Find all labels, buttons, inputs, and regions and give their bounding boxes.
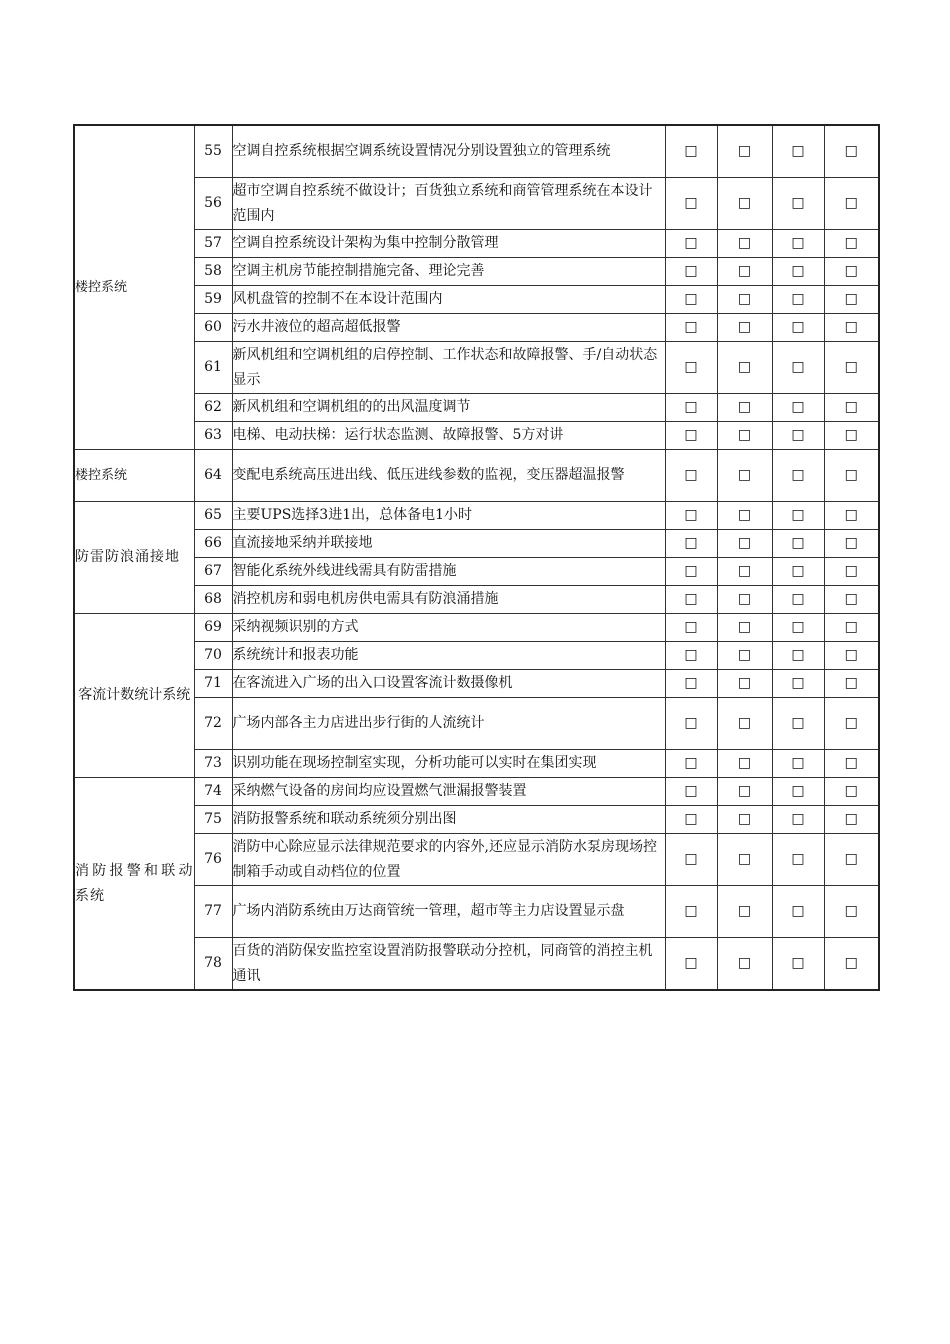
checkbox-2[interactable]: □ <box>717 614 772 642</box>
checkbox-4[interactable]: □ <box>824 342 879 394</box>
item-number: 74 <box>194 778 232 806</box>
checkbox-4[interactable]: □ <box>824 558 879 586</box>
checkbox-2[interactable]: □ <box>717 834 772 886</box>
item-number: 55 <box>194 125 232 178</box>
table-row <box>74 938 879 991</box>
item-description: 广场内消防系统由万达商管统一管理，超市等主力店设置显示盘 <box>232 886 665 938</box>
item-description: 空调主机房节能控制措施完备、理论完善 <box>232 258 665 286</box>
item-number: 73 <box>194 750 232 778</box>
item-number: 57 <box>194 230 232 258</box>
checkbox-4[interactable]: □ <box>824 314 879 342</box>
checkbox-3[interactable]: □ <box>772 778 824 806</box>
checkbox-4[interactable]: □ <box>824 778 879 806</box>
item-number: 60 <box>194 314 232 342</box>
checkbox-3[interactable]: □ <box>772 642 824 670</box>
table-row <box>74 286 879 314</box>
table-row <box>74 258 879 286</box>
item-description: 系统统计和报表功能 <box>232 642 665 670</box>
checkbox-2[interactable]: □ <box>717 342 772 394</box>
table-row <box>74 422 879 450</box>
checkbox-3[interactable]: □ <box>772 698 824 750</box>
item-number: 69 <box>194 614 232 642</box>
checkbox-4[interactable]: □ <box>824 614 879 642</box>
item-description: 空调自控系统设计架构为集中控制分散管理 <box>232 230 665 258</box>
item-number: 59 <box>194 286 232 314</box>
item-number: 71 <box>194 670 232 698</box>
category-cell: 楼控系统 <box>74 125 194 450</box>
checkbox-1[interactable]: □ <box>665 178 717 230</box>
item-number: 58 <box>194 258 232 286</box>
table-row <box>74 125 879 178</box>
checkbox-3[interactable]: □ <box>772 342 824 394</box>
checkbox-4[interactable]: □ <box>824 670 879 698</box>
item-description: 智能化系统外线进线需具有防雷措施 <box>232 558 665 586</box>
checkbox-3[interactable]: □ <box>772 806 824 834</box>
table-row <box>74 394 879 422</box>
table-row <box>74 806 879 834</box>
checkbox-2[interactable]: □ <box>717 450 772 502</box>
table-row <box>74 314 879 342</box>
item-number: 72 <box>194 698 232 750</box>
table-row <box>74 558 879 586</box>
checkbox-3[interactable]: □ <box>772 750 824 778</box>
checkbox-2[interactable]: □ <box>717 258 772 286</box>
item-number: 67 <box>194 558 232 586</box>
checkbox-2[interactable]: □ <box>717 586 772 614</box>
checkbox-2[interactable]: □ <box>717 886 772 938</box>
checkbox-1[interactable]: □ <box>665 670 717 698</box>
table-row <box>74 586 879 614</box>
checkbox-4[interactable]: □ <box>824 698 879 750</box>
item-description: 变配电系统高压进出线、低压进线参数的监视，变压器超温报警 <box>232 450 665 502</box>
item-description: 直流接地采纳并联接地 <box>232 530 665 558</box>
checkbox-1[interactable]: □ <box>665 230 717 258</box>
checkbox-1[interactable]: □ <box>665 806 717 834</box>
table-row <box>74 778 879 806</box>
checkbox-1[interactable]: □ <box>665 394 717 422</box>
checkbox-2[interactable]: □ <box>717 698 772 750</box>
item-number: 56 <box>194 178 232 230</box>
item-number: 65 <box>194 502 232 530</box>
item-number: 70 <box>194 642 232 670</box>
item-description: 采纳视频识别的方式 <box>232 614 665 642</box>
checkbox-4[interactable]: □ <box>824 422 879 450</box>
checkbox-4[interactable]: □ <box>824 178 879 230</box>
checkbox-3[interactable]: □ <box>772 558 824 586</box>
checkbox-1[interactable]: □ <box>665 750 717 778</box>
checkbox-1[interactable]: □ <box>665 502 717 530</box>
item-description: 电梯、电动扶梯：运行状态监测、故障报警、5方对讲 <box>232 422 665 450</box>
checkbox-3[interactable]: □ <box>772 178 824 230</box>
checkbox-1[interactable]: □ <box>665 886 717 938</box>
checkbox-2[interactable]: □ <box>717 178 772 230</box>
checkbox-4[interactable]: □ <box>824 258 879 286</box>
checkbox-3[interactable]: □ <box>772 586 824 614</box>
item-description: 消控机房和弱电机房供电需具有防浪涌措施 <box>232 586 665 614</box>
item-description: 在客流进入广场的出入口设置客流计数摄像机 <box>232 670 665 698</box>
checkbox-1[interactable]: □ <box>665 938 717 991</box>
checkbox-1[interactable]: □ <box>665 258 717 286</box>
table-row <box>74 450 879 502</box>
category-cell: 楼控系统 <box>74 450 194 502</box>
category-cell: 客流计数统计系统 <box>74 614 194 778</box>
checkbox-3[interactable]: □ <box>772 230 824 258</box>
checkbox-1[interactable]: □ <box>665 422 717 450</box>
checkbox-3[interactable]: □ <box>772 834 824 886</box>
item-description: 采纳燃气设备的房间均应设置燃气泄漏报警装置 <box>232 778 665 806</box>
item-description: 新风机组和空调机组的启停控制、工作状态和故障报警、手/自动状态显示 <box>232 342 665 394</box>
checkbox-3[interactable]: □ <box>772 258 824 286</box>
category-cell: 防雷防浪涌接地 <box>74 502 194 614</box>
category-cell: 消防报警和联动系统 <box>74 778 194 991</box>
checkbox-2[interactable]: □ <box>717 938 772 991</box>
checkbox-2[interactable]: □ <box>717 642 772 670</box>
table-row <box>74 670 879 698</box>
checkbox-4[interactable]: □ <box>824 530 879 558</box>
table-row <box>74 530 879 558</box>
checkbox-2[interactable]: □ <box>717 230 772 258</box>
item-description: 风机盘管的控制不在本设计范围内 <box>232 286 665 314</box>
checkbox-2[interactable]: □ <box>717 670 772 698</box>
checkbox-2[interactable]: □ <box>717 502 772 530</box>
checkbox-2[interactable]: □ <box>717 286 772 314</box>
checkbox-4[interactable]: □ <box>824 750 879 778</box>
item-description: 广场内部各主力店进出步行街的人流统计 <box>232 698 665 750</box>
checkbox-1[interactable]: □ <box>665 342 717 394</box>
checkbox-3[interactable]: □ <box>772 502 824 530</box>
checkbox-3[interactable]: □ <box>772 394 824 422</box>
checkbox-1[interactable]: □ <box>665 586 717 614</box>
table-row <box>74 750 879 778</box>
checkbox-3[interactable]: □ <box>772 422 824 450</box>
checkbox-3[interactable]: □ <box>772 886 824 938</box>
checkbox-1[interactable]: □ <box>665 286 717 314</box>
review-checklist-table <box>73 124 880 991</box>
checkbox-1[interactable]: □ <box>665 778 717 806</box>
table-row <box>74 698 879 750</box>
checkbox-2[interactable]: □ <box>717 314 772 342</box>
checkbox-1[interactable]: □ <box>665 834 717 886</box>
checkbox-2[interactable]: □ <box>717 778 772 806</box>
checkbox-1[interactable]: □ <box>665 698 717 750</box>
item-number: 68 <box>194 586 232 614</box>
checkbox-4[interactable]: □ <box>824 286 879 314</box>
table-row <box>74 178 879 230</box>
checkbox-3[interactable]: □ <box>772 314 824 342</box>
checkbox-3[interactable]: □ <box>772 670 824 698</box>
checkbox-4[interactable]: □ <box>824 834 879 886</box>
checkbox-2[interactable]: □ <box>717 394 772 422</box>
checkbox-4[interactable]: □ <box>824 938 879 991</box>
item-number: 77 <box>194 886 232 938</box>
item-description: 空调自控系统根据空调系统设置情况分别设置独立的管理系统 <box>232 125 665 178</box>
checkbox-4[interactable]: □ <box>824 806 879 834</box>
checkbox-3[interactable]: □ <box>772 286 824 314</box>
item-number: 66 <box>194 530 232 558</box>
checkbox-2[interactable]: □ <box>717 806 772 834</box>
table-row <box>74 502 879 530</box>
checkbox-4[interactable]: □ <box>824 125 879 178</box>
checkbox-2[interactable]: □ <box>717 750 772 778</box>
checkbox-3[interactable]: □ <box>772 450 824 502</box>
item-number: 76 <box>194 834 232 886</box>
item-description: 消防报警系统和联动系统须分别出图 <box>232 806 665 834</box>
checkbox-2[interactable]: □ <box>717 530 772 558</box>
checkbox-4[interactable]: □ <box>824 394 879 422</box>
table-row <box>74 886 879 938</box>
table-row <box>74 642 879 670</box>
table-row <box>74 614 879 642</box>
item-description: 识别功能在现场控制室实现，分析功能可以实时在集团实现 <box>232 750 665 778</box>
item-description: 超市空调自控系统不做设计；百货独立系统和商管管理系统在本设计范围内 <box>232 178 665 230</box>
item-number: 64 <box>194 450 232 502</box>
checkbox-3[interactable]: □ <box>772 530 824 558</box>
checkbox-1[interactable]: □ <box>665 314 717 342</box>
table-row <box>74 230 879 258</box>
item-description: 污水井液位的超高超低报警 <box>232 314 665 342</box>
checkbox-4[interactable]: □ <box>824 642 879 670</box>
checkbox-4[interactable]: □ <box>824 230 879 258</box>
item-description: 新风机组和空调机组的的出风温度调节 <box>232 394 665 422</box>
item-number: 62 <box>194 394 232 422</box>
item-number: 78 <box>194 938 232 991</box>
checkbox-1[interactable]: □ <box>665 450 717 502</box>
checkbox-4[interactable]: □ <box>824 586 879 614</box>
checkbox-3[interactable]: □ <box>772 938 824 991</box>
table-row <box>74 342 879 394</box>
checkbox-1[interactable]: □ <box>665 125 717 178</box>
checkbox-4[interactable]: □ <box>824 502 879 530</box>
checkbox-3[interactable]: □ <box>772 125 824 178</box>
checkbox-2[interactable]: □ <box>717 125 772 178</box>
item-description: 消防中心除应显示法律规范要求的内容外,还应显示消防水泵房现场控制箱手动或自动档位的位置 <box>232 834 665 886</box>
checkbox-1[interactable]: □ <box>665 530 717 558</box>
item-number: 63 <box>194 422 232 450</box>
table-row <box>74 834 879 886</box>
item-description: 主要UPS选择3进1出，总体备电1小时 <box>232 502 665 530</box>
checkbox-1[interactable]: □ <box>665 642 717 670</box>
item-number: 61 <box>194 342 232 394</box>
checkbox-4[interactable]: □ <box>824 450 879 502</box>
checkbox-2[interactable]: □ <box>717 422 772 450</box>
checkbox-2[interactable]: □ <box>717 558 772 586</box>
checkbox-1[interactable]: □ <box>665 558 717 586</box>
item-number: 75 <box>194 806 232 834</box>
checkbox-1[interactable]: □ <box>665 614 717 642</box>
item-description: 百货的消防保安监控室设置消防报警联动分控机，同商管的消控主机通讯 <box>232 938 665 991</box>
checkbox-3[interactable]: □ <box>772 614 824 642</box>
checkbox-4[interactable]: □ <box>824 886 879 938</box>
